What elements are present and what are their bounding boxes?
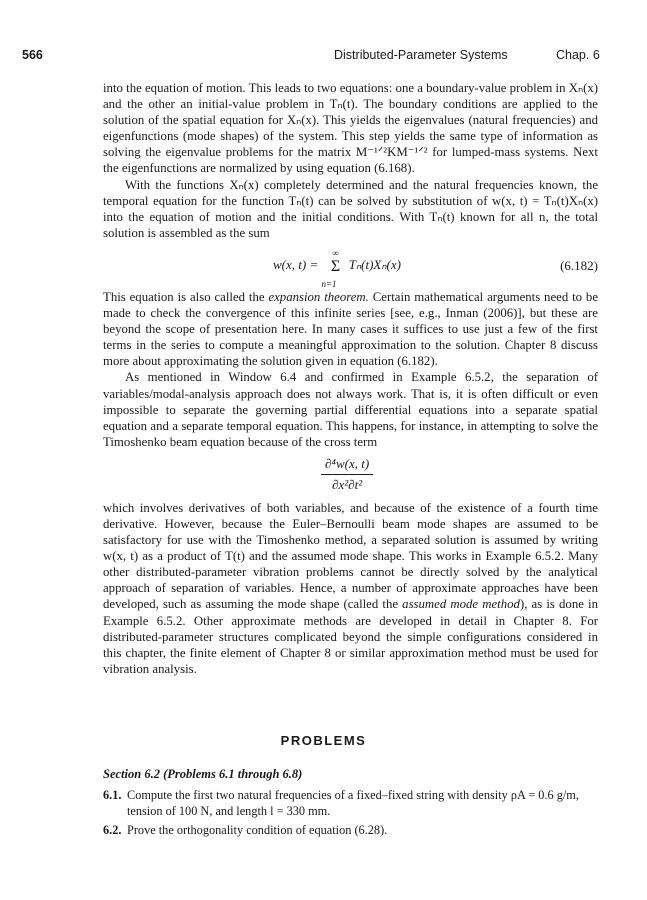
problem-item (103, 822, 598, 838)
paragraph-5-emphasis: assumed mode method (402, 597, 520, 612)
paragraph-5-text-a: which involves derivatives of both variables, and because of the existence of a fourth time derivative. However, because the Euler–Bernoulli beam mode shapes are assumed to be satisfactory for use with the Timoshenko method, a separated solution is assumed by writing w(x, t) as a product of T(t) and the assumed mode shape. This works in Example 6.5.2. Many other distributed-parameter vibration problems cannot be directly solved by the analytical approach of separation of variables. Hence, a number of approximate approaches have been developed, such as assuming the mode shape (called the (103, 500, 598, 612)
paragraph-4: As mentioned in Window 6.4 and confirmed in Example 6.5.2, the separation of variables/modal-analysis approach does not always work. That is, it is often difficult or even impossible to separate the governing partial differential equations into a separate spatial equation and a separate temporal equation. This happens, for instance, in attempting to solve the Timoshenko beam equation because of the cross term (103, 370, 598, 449)
equation-6-182 (103, 241, 598, 289)
equation-number: (6.182) (560, 257, 598, 273)
running-title: Distributed-Parameter Systems (334, 48, 508, 62)
sum-lower-limit: n=1 (321, 278, 337, 289)
paragraph-1: into the equation of motion. This leads to two equations: one a boundary-value problem in Xₙ(x) and the other an initial-value problem in Tₙ(t). The boundary conditions are applied to the solution of the spatial equation for Xₙ(x). This yields the eigenvalues (natural frequencies) and eigenfunctions (mode shapes) of the system. This step yields the same type of information as solving the eigenvalue problems for the matrix M⁻¹ᐟ²KM⁻¹ᐟ² for lumped-mass systems. Next the eigenfunctions are normalized by using equation (6.168). (103, 81, 598, 176)
problem-item (103, 787, 598, 819)
paragraph-5-text-b: ), as is done in Example 6.5.2. Other approximate methods are developed in detail in Chapter 8. For distributed-parameter structures complicated beyond the simple configurations considered in this chapter, the finite element of Chapter 8 or similar approximation method must be used for vibration analysis. (103, 597, 598, 676)
summation-symbol (321, 247, 343, 289)
paragraph-3-text-b: Certain mathematical arguments need to be made to check the convergence of this infinite series [see, e.g., Inman (2006)], but these are beyond the scope of presentation here. In many cases it suffices to use just a few of the first terms in the series to compute a meaningful approximation to the solution. Chapter 8 discuss more about approximating the solution given in equation (6.182). (103, 289, 599, 369)
chapter-label: Chap. 6 (556, 48, 600, 62)
fraction (321, 456, 373, 493)
paragraph-2: With the functions Xₙ(x) completely determined and the natural frequencies known, the temporal equation for the function Tₙ(t) can be solved by substitution of w(x, t) = Tₙ(t)Xₙ(x) into the equation of motion and the initial conditions. With Tₙ(t) known for all n, the total solution is assembled as the sum (103, 177, 598, 240)
equation-expression (273, 247, 401, 289)
equation-rhs: Tₙ(t)Xₙ(x) (348, 256, 401, 272)
equation-lhs: w(x, t) = (273, 256, 319, 272)
page-number: 566 (22, 48, 43, 62)
problems-heading: PROBLEMS (280, 733, 367, 748)
problem-text: Prove the orthogonality condition of equation (6.28). (127, 823, 388, 837)
paragraph-3-text-a: This equation is also called the (103, 289, 269, 304)
paragraph-5 (103, 500, 598, 677)
problem-number: 6.1. (103, 788, 122, 802)
paragraph-3 (103, 289, 598, 369)
problem-text: Compute the first two natural frequencies of a fixed–fixed string with density ρA = 0.6 g/m, tension of 100 N, and length l = 330 mm. (127, 788, 579, 818)
sigma-glyph: Σ (330, 257, 341, 275)
paragraph-3-emphasis: expansion theorem. (268, 289, 369, 304)
fraction-denominator: ∂x²∂t² (332, 476, 363, 492)
fraction-numerator: ∂⁴w(x, t) (321, 456, 373, 475)
problem-number: 6.2. (103, 823, 122, 837)
sum-upper-limit: ∞ (332, 247, 339, 258)
cross-term-fraction (103, 450, 598, 500)
section-heading: Section 6.2 (Problems 6.1 through 6.8) (103, 767, 303, 781)
body-text (103, 80, 598, 677)
